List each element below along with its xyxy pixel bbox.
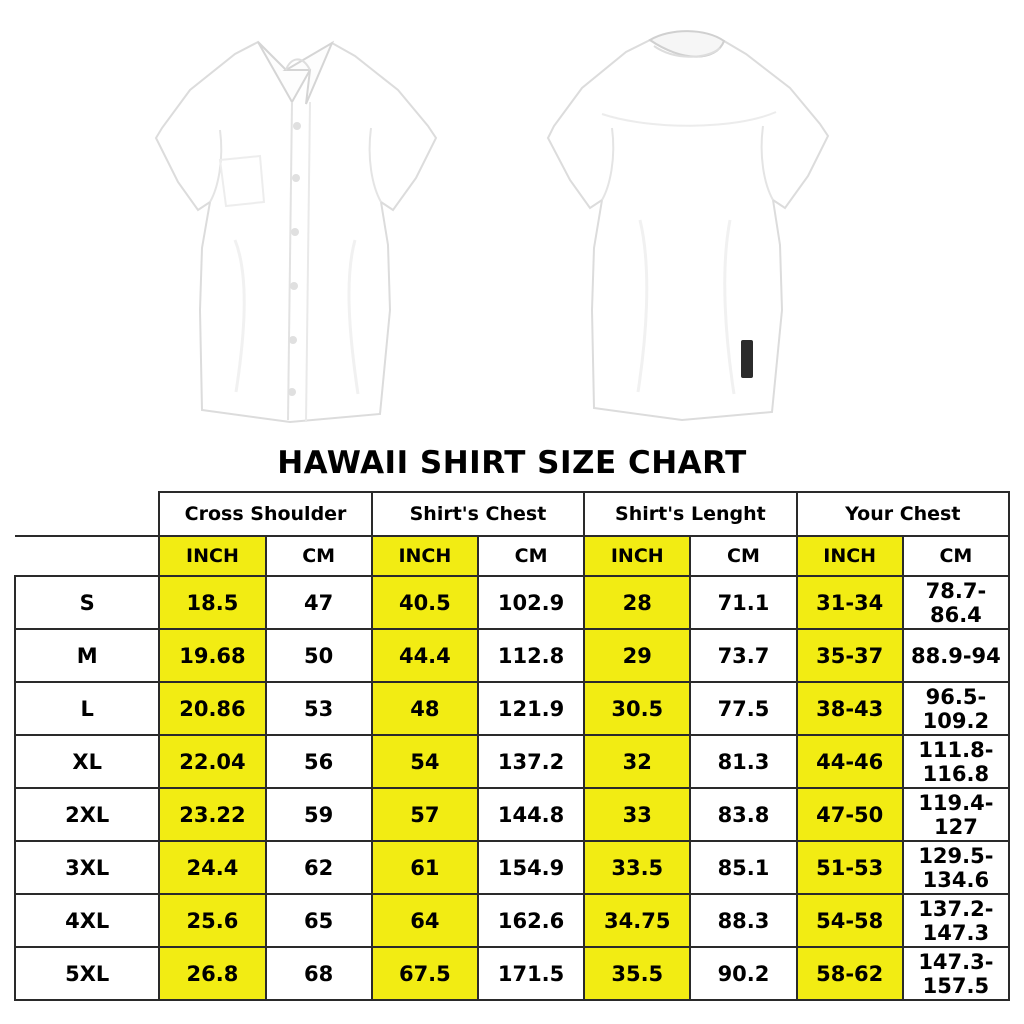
cell-shirts-chest-cm: 171.5 — [478, 947, 584, 1000]
cell-shirts-chest-cm: 144.8 — [478, 788, 584, 841]
cell-shirts-lenght-inch: 33 — [584, 788, 690, 841]
cell-cross-shoulder-inch: 24.4 — [159, 841, 265, 894]
cell-cross-shoulder-cm: 56 — [266, 735, 372, 788]
cell-your-chest-cm: 147.3-157.5 — [903, 947, 1009, 1000]
shirt-back-icon — [530, 10, 870, 430]
cell-shirts-chest-cm: 121.9 — [478, 682, 584, 735]
table-row — [15, 841, 1009, 894]
size-chart-table — [14, 491, 1010, 1001]
unit-header-cross-shoulder-inch: INCH — [159, 536, 265, 576]
shirt-back-view — [530, 10, 870, 430]
cell-your-chest-inch: 51-53 — [797, 841, 903, 894]
cell-your-chest-inch: 47-50 — [797, 788, 903, 841]
cell-shirts-lenght-inch: 30.5 — [584, 682, 690, 735]
cell-your-chest-inch: 58-62 — [797, 947, 903, 1000]
row-size-label: 3XL — [15, 841, 159, 894]
cell-shirts-chest-inch: 61 — [372, 841, 478, 894]
cell-your-chest-cm: 111.8-116.8 — [903, 735, 1009, 788]
table-row — [15, 576, 1009, 629]
cell-cross-shoulder-cm: 68 — [266, 947, 372, 1000]
cell-your-chest-inch: 54-58 — [797, 894, 903, 947]
cell-shirts-lenght-inch: 28 — [584, 576, 690, 629]
cell-your-chest-inch: 35-37 — [797, 629, 903, 682]
unit-header-your-chest-cm: CM — [903, 536, 1009, 576]
table-row — [15, 629, 1009, 682]
cell-your-chest-cm: 129.5-134.6 — [903, 841, 1009, 894]
cell-your-chest-cm: 119.4-127 — [903, 788, 1009, 841]
cell-your-chest-cm: 137.2-147.3 — [903, 894, 1009, 947]
cell-cross-shoulder-inch: 19.68 — [159, 629, 265, 682]
cell-cross-shoulder-cm: 47 — [266, 576, 372, 629]
unit-header-your-chest-inch: INCH — [797, 536, 903, 576]
unit-header-cross-shoulder-cm: CM — [266, 536, 372, 576]
shirt-front-icon — [140, 10, 480, 430]
cell-shirts-lenght-inch: 32 — [584, 735, 690, 788]
row-size-label: L — [15, 682, 159, 735]
cell-cross-shoulder-inch: 25.6 — [159, 894, 265, 947]
cell-cross-shoulder-cm: 65 — [266, 894, 372, 947]
cell-cross-shoulder-inch: 18.5 — [159, 576, 265, 629]
cell-cross-shoulder-cm: 53 — [266, 682, 372, 735]
shirt-illustrations — [0, 0, 1024, 445]
cell-your-chest-inch: 44-46 — [797, 735, 903, 788]
table-row — [15, 788, 1009, 841]
unit-header-shirts-chest-inch: INCH — [372, 536, 478, 576]
row-size-label: XL — [15, 735, 159, 788]
row-size-label: 2XL — [15, 788, 159, 841]
group-header-your-chest: Your Chest — [797, 492, 1009, 536]
size-column-header — [15, 536, 159, 576]
unit-header-shirts-chest-cm: CM — [478, 536, 584, 576]
cell-shirts-chest-inch: 48 — [372, 682, 478, 735]
cell-cross-shoulder-inch: 20.86 — [159, 682, 265, 735]
cell-shirts-chest-cm: 112.8 — [478, 629, 584, 682]
cell-your-chest-cm: 96.5-109.2 — [903, 682, 1009, 735]
cell-shirts-chest-inch: 44.4 — [372, 629, 478, 682]
group-header-shirts-lenght: Shirt's Lenght — [584, 492, 796, 536]
unit-header-shirts-lenght-cm: CM — [690, 536, 796, 576]
cell-your-chest-inch: 31-34 — [797, 576, 903, 629]
cell-shirts-lenght-inch: 34.75 — [584, 894, 690, 947]
cell-cross-shoulder-inch: 23.22 — [159, 788, 265, 841]
cell-your-chest-cm: 78.7-86.4 — [903, 576, 1009, 629]
row-size-label: S — [15, 576, 159, 629]
cell-shirts-chest-inch: 64 — [372, 894, 478, 947]
cell-shirts-chest-cm: 102.9 — [478, 576, 584, 629]
cell-shirts-lenght-cm: 83.8 — [690, 788, 796, 841]
group-header-row — [15, 492, 1009, 536]
cell-your-chest-inch: 38-43 — [797, 682, 903, 735]
table-row — [15, 682, 1009, 735]
cell-cross-shoulder-inch: 22.04 — [159, 735, 265, 788]
cell-shirts-lenght-inch: 35.5 — [584, 947, 690, 1000]
cell-shirts-lenght-cm: 71.1 — [690, 576, 796, 629]
cell-shirts-chest-inch: 57 — [372, 788, 478, 841]
table-row — [15, 894, 1009, 947]
page-title: HAWAII SHIRT SIZE CHART — [277, 445, 747, 481]
cell-shirts-chest-cm: 137.2 — [478, 735, 584, 788]
shirt-front-view — [140, 10, 480, 430]
table-row — [15, 735, 1009, 788]
unit-header-row — [15, 536, 1009, 576]
cell-shirts-chest-cm: 162.6 — [478, 894, 584, 947]
cell-shirts-lenght-cm: 88.3 — [690, 894, 796, 947]
cell-shirts-chest-inch: 40.5 — [372, 576, 478, 629]
table-corner-cell — [15, 492, 159, 536]
row-size-label: 5XL — [15, 947, 159, 1000]
cell-cross-shoulder-cm: 50 — [266, 629, 372, 682]
group-header-shirts-chest: Shirt's Chest — [372, 492, 584, 536]
cell-shirts-chest-cm: 154.9 — [478, 841, 584, 894]
row-size-label: 4XL — [15, 894, 159, 947]
cell-shirts-lenght-cm: 85.1 — [690, 841, 796, 894]
cell-shirts-lenght-cm: 77.5 — [690, 682, 796, 735]
size-chart-table-area — [0, 491, 1024, 1001]
cell-cross-shoulder-cm: 62 — [266, 841, 372, 894]
cell-shirts-lenght-inch: 33.5 — [584, 841, 690, 894]
cell-shirts-chest-inch: 67.5 — [372, 947, 478, 1000]
unit-header-shirts-lenght-inch: INCH — [584, 536, 690, 576]
cell-shirts-lenght-cm: 81.3 — [690, 735, 796, 788]
cell-cross-shoulder-cm: 59 — [266, 788, 372, 841]
cell-cross-shoulder-inch: 26.8 — [159, 947, 265, 1000]
cell-shirts-lenght-cm: 73.7 — [690, 629, 796, 682]
group-header-cross-shoulder: Cross Shoulder — [159, 492, 371, 536]
cell-your-chest-cm: 88.9-94 — [903, 629, 1009, 682]
cell-shirts-chest-inch: 54 — [372, 735, 478, 788]
table-row — [15, 947, 1009, 1000]
cell-shirts-lenght-cm: 90.2 — [690, 947, 796, 1000]
row-size-label: M — [15, 629, 159, 682]
cell-shirts-lenght-inch: 29 — [584, 629, 690, 682]
